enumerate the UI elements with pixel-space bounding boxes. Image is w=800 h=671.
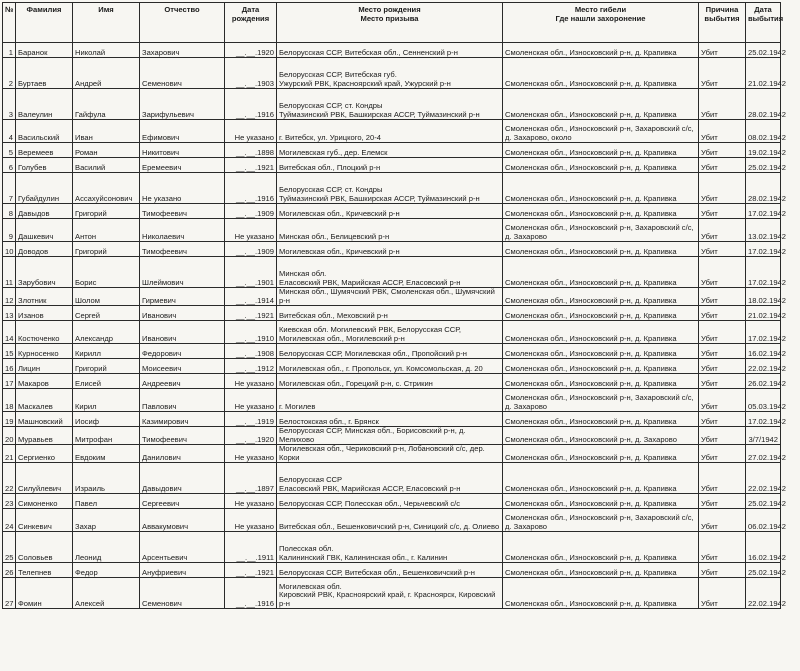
cell-death-place: Смоленская обл., Износковский р-н, д. Захарово <box>503 427 699 445</box>
cell-num: 9 <box>3 219 16 242</box>
cell-name: Григорий <box>73 204 140 219</box>
cell-place: Белорусская ССР, Витебская обл., Бешенковичский р-н <box>277 563 503 578</box>
cell-surname: Буртаев <box>16 58 73 89</box>
cell-date: 28.02.1942 <box>746 89 781 120</box>
header-date: Дата выбытия <box>746 3 781 43</box>
cell-birth: __.__.1921 <box>225 158 277 173</box>
cell-name: Кирил <box>73 389 140 412</box>
cell-num: 15 <box>3 344 16 359</box>
cell-birth: __.__.1897 <box>225 463 277 494</box>
cell-name: Павел <box>73 494 140 509</box>
table-row <box>3 306 781 321</box>
header-birth: Дата рождения <box>225 3 277 43</box>
table-row <box>3 321 781 344</box>
cell-patronymic: Ефимович <box>140 120 225 143</box>
cell-num: 3 <box>3 89 16 120</box>
cell-place: Могилевская обл., Кричевский р-н <box>277 242 503 257</box>
cell-place: Белорусская ССР, Витебская губ. Ужурский РВК, Красноярский край, Ужурский р-н <box>277 58 503 89</box>
cell-date: 17.02.1942 <box>746 242 781 257</box>
cell-patronymic: Еремеевич <box>140 158 225 173</box>
cell-place: Белорусская ССР, Минская обл., Борисовский р-н, д. Мелихово <box>277 427 503 445</box>
cell-birth: Не указано <box>225 494 277 509</box>
cell-death-place: Смоленская обл., Износковский р-н, д. Крапивка <box>503 173 699 204</box>
cell-num: 14 <box>3 321 16 344</box>
cell-num: 11 <box>3 257 16 288</box>
cell-patronymic: Павлович <box>140 389 225 412</box>
cell-birth: __.__.1919 <box>225 412 277 427</box>
cell-num: 19 <box>3 412 16 427</box>
cell-name: Борис <box>73 257 140 288</box>
table-row <box>3 89 781 120</box>
cell-place: Минская обл., Белицевский р-н <box>277 219 503 242</box>
cell-name: Ассахуйсонович <box>73 173 140 204</box>
cell-name: Григорий <box>73 359 140 374</box>
cell-date: 16.02.1942 <box>746 532 781 563</box>
cell-name: Захар <box>73 509 140 532</box>
cell-cause: Убит <box>699 219 746 242</box>
cell-patronymic: Федорович <box>140 344 225 359</box>
cell-death-place: Смоленская обл., Износковский р-н, д. Крапивка <box>503 143 699 158</box>
cell-name: Николай <box>73 43 140 58</box>
cell-patronymic: Шлеймович <box>140 257 225 288</box>
cell-place: Витебская обл., Меховский р-н <box>277 306 503 321</box>
cell-patronymic: Никитович <box>140 143 225 158</box>
table-row <box>3 58 781 89</box>
cell-birth: __.__.1911 <box>225 532 277 563</box>
cell-death-place: Смоленская обл., Износковский р-н, Захаровский с/с, д. Захарово <box>503 219 699 242</box>
cell-surname: Голубев <box>16 158 73 173</box>
cell-name: Федор <box>73 563 140 578</box>
cell-num: 16 <box>3 359 16 374</box>
cell-death-place: Смоленская обл., Износковский р-н, д. Крапивка <box>503 445 699 463</box>
cell-patronymic: Казимирович <box>140 412 225 427</box>
cell-patronymic: Аввакумович <box>140 509 225 532</box>
cell-name: Евдоким <box>73 445 140 463</box>
cell-date: 17.02.1942 <box>746 412 781 427</box>
cell-birth: Не указано <box>225 509 277 532</box>
cell-place: Белорусская ССР, Витебская обл., Сенненский р-н <box>277 43 503 58</box>
cell-death-place: Смоленская обл., Износковский р-н, д. Крапивка <box>503 288 699 306</box>
cell-date: 17.02.1942 <box>746 204 781 219</box>
cell-place: Полесская обл. Калининский ГВК, Калининская обл., г. Калинин <box>277 532 503 563</box>
cell-name: Григорий <box>73 242 140 257</box>
cell-cause: Убит <box>699 242 746 257</box>
cell-patronymic: Зарифульевич <box>140 89 225 120</box>
cell-num: 4 <box>3 120 16 143</box>
cell-num: 22 <box>3 463 16 494</box>
cell-death-place: Смоленская обл., Износковский р-н, д. Крапивка <box>503 532 699 563</box>
cell-surname: Муравьев <box>16 427 73 445</box>
cell-death-place: Смоленская обл., Износковский р-н, д. Крапивка <box>503 204 699 219</box>
cell-cause: Убит <box>699 445 746 463</box>
cell-place: Могилевская обл., Чериковский р-н, Лобановский с/с, дер. Корки <box>277 445 503 463</box>
cell-patronymic: Андреевич <box>140 374 225 389</box>
cell-date: 19.02.1942 <box>746 143 781 158</box>
cell-patronymic: Не указано <box>140 173 225 204</box>
cell-surname: Машновский <box>16 412 73 427</box>
table-row <box>3 563 781 578</box>
cell-cause: Убит <box>699 463 746 494</box>
cell-birth: __.__.1909 <box>225 204 277 219</box>
cell-place: Белорусская ССР, Могилевская обл., Пропойский р-н <box>277 344 503 359</box>
cell-num: 25 <box>3 532 16 563</box>
cell-cause: Убит <box>699 288 746 306</box>
cell-surname: Губайдулин <box>16 173 73 204</box>
table-row <box>3 288 781 306</box>
cell-death-place: Смоленская обл., Износковский р-н, д. Крапивка <box>503 158 699 173</box>
cell-surname: Силуйлевич <box>16 463 73 494</box>
cell-birth: Не указано <box>225 445 277 463</box>
table-row <box>3 344 781 359</box>
cell-date: 3/7/1942 <box>746 427 781 445</box>
cell-birth: Не указано <box>225 374 277 389</box>
cell-birth: __.__.1920 <box>225 43 277 58</box>
cell-name: Алексей <box>73 578 140 609</box>
cell-cause: Убит <box>699 173 746 204</box>
cell-cause: Убит <box>699 389 746 412</box>
cell-place: Могилевская обл., г. Пропольск, ул. Комсомольская, д. 20 <box>277 359 503 374</box>
cell-surname: Веремеев <box>16 143 73 158</box>
casualty-table <box>2 2 787 609</box>
cell-death-place: Смоленская обл., Износковский р-н, д. Крапивка <box>503 344 699 359</box>
cell-name: Леонид <box>73 532 140 563</box>
cell-date: 25.02.1942 <box>746 494 781 509</box>
cell-num: 10 <box>3 242 16 257</box>
table-row <box>3 219 781 242</box>
cell-cause: Убит <box>699 563 746 578</box>
cell-name: Роман <box>73 143 140 158</box>
table-row <box>3 120 781 143</box>
header-death-place: Место гибели Где нашли захоронение <box>503 3 699 43</box>
cell-date: 21.02.1942 <box>746 306 781 321</box>
cell-place: г. Могилев <box>277 389 503 412</box>
cell-patronymic: Николаевич <box>140 219 225 242</box>
cell-place: Минская обл., Шумячский РВК, Смоленская обл., Шумячский р-н <box>277 288 503 306</box>
cell-date: 25.02.1942 <box>746 563 781 578</box>
cell-num: 24 <box>3 509 16 532</box>
cell-place: Белорусская ССР, Полесская обл., Черьчевский с/с <box>277 494 503 509</box>
cell-death-place: Смоленская обл., Износковский р-н, д. Крапивка <box>503 412 699 427</box>
table-body <box>3 43 787 609</box>
cell-death-place: Смоленская обл., Износковский р-н, д. Крапивка <box>503 578 699 609</box>
cell-surname: Синкевич <box>16 509 73 532</box>
cell-patronymic: Семенович <box>140 58 225 89</box>
cell-place: Витебская обл., Бешенковичский р-н, Синицкий с/с, д. Олиево <box>277 509 503 532</box>
cell-patronymic: Тимофеевич <box>140 242 225 257</box>
cell-name: Израиль <box>73 463 140 494</box>
table-row <box>3 257 781 288</box>
cell-cause: Убит <box>699 257 746 288</box>
cell-place: Киевская обл. Могилевский РВК, Белорусская ССР, Могилевская обл., Могилевский р-н <box>277 321 503 344</box>
cell-death-place: Смоленская обл., Износковский р-н, Захаровский с/с, д. Захарово, около <box>503 120 699 143</box>
cell-cause: Убит <box>699 143 746 158</box>
cell-num: 26 <box>3 563 16 578</box>
cell-birth: __.__.1898 <box>225 143 277 158</box>
cell-patronymic: Сергеевич <box>140 494 225 509</box>
cell-num: 18 <box>3 389 16 412</box>
cell-cause: Убит <box>699 359 746 374</box>
cell-death-place: Смоленская обл., Износковский р-н, д. Крапивка <box>503 359 699 374</box>
cell-name: Иван <box>73 120 140 143</box>
cell-death-place: Смоленская обл., Износковский р-н, д. Крапивка <box>503 374 699 389</box>
cell-patronymic: Ануфриевич <box>140 563 225 578</box>
cell-death-place: Смоленская обл., Износковский р-н, д. Крапивка <box>503 563 699 578</box>
cell-surname: Зарубович <box>16 257 73 288</box>
header-cause: Причина выбытия <box>699 3 746 43</box>
cell-date: 28.02.1942 <box>746 173 781 204</box>
cell-cause: Убит <box>699 374 746 389</box>
cell-cause: Убит <box>699 158 746 173</box>
table-row <box>3 374 781 389</box>
cell-num: 12 <box>3 288 16 306</box>
cell-death-place: Смоленская обл., Износковский р-н, д. Крапивка <box>503 58 699 89</box>
header-num: № <box>3 3 16 43</box>
cell-cause: Убит <box>699 58 746 89</box>
cell-num: 23 <box>3 494 16 509</box>
cell-num: 5 <box>3 143 16 158</box>
cell-date: 17.02.1942 <box>746 257 781 288</box>
table-row <box>3 578 781 609</box>
cell-birth: __.__.1916 <box>225 89 277 120</box>
cell-place: Могилевская обл. Кировский РВК, Красноярский край, г. Красноярск, Кировский р-н <box>277 578 503 609</box>
cell-surname: Макаров <box>16 374 73 389</box>
cell-num: 20 <box>3 427 16 445</box>
cell-cause: Убит <box>699 412 746 427</box>
table-row <box>3 173 781 204</box>
cell-birth: Не указано <box>225 219 277 242</box>
cell-birth: __.__.1921 <box>225 563 277 578</box>
cell-death-place: Смоленская обл., Износковский р-н, д. Крапивка <box>503 43 699 58</box>
cell-place: Белостокская обл., г. Брянск <box>277 412 503 427</box>
cell-death-place: Смоленская обл., Износковский р-н, Захаровский с/с, д. Захарово <box>503 509 699 532</box>
cell-surname: Валеулин <box>16 89 73 120</box>
cell-date: 22.02.1942 <box>746 359 781 374</box>
cell-death-place: Смоленская обл., Износковский р-н, д. Крапивка <box>503 494 699 509</box>
cell-cause: Убит <box>699 344 746 359</box>
table-row <box>3 463 781 494</box>
cell-name: Василий <box>73 158 140 173</box>
table-row <box>3 389 781 412</box>
cell-cause: Убит <box>699 321 746 344</box>
cell-cause: Убит <box>699 578 746 609</box>
cell-surname: Телепнев <box>16 563 73 578</box>
cell-death-place: Смоленская обл., Износковский р-н, Захаровский с/с, д. Захарово <box>503 389 699 412</box>
header-row <box>3 3 781 43</box>
cell-date: 18.02.1942 <box>746 288 781 306</box>
cell-name: Александр <box>73 321 140 344</box>
cell-cause: Убит <box>699 204 746 219</box>
cell-place: г. Витебск, ул. Урицкого, 20-4 <box>277 120 503 143</box>
cell-birth: __.__.1910 <box>225 321 277 344</box>
header-place: Место рождения Место призыва <box>277 3 503 43</box>
cell-surname: Лицин <box>16 359 73 374</box>
cell-name: Иосиф <box>73 412 140 427</box>
cell-num: 7 <box>3 173 16 204</box>
cell-date: 08.02.1942 <box>746 120 781 143</box>
cell-num: 1 <box>3 43 16 58</box>
cell-date: 21.02.1942 <box>746 58 781 89</box>
cell-surname: Курносенко <box>16 344 73 359</box>
cell-surname: Сергиенко <box>16 445 73 463</box>
cell-num: 2 <box>3 58 16 89</box>
table-row <box>3 532 781 563</box>
cell-birth: __.__.1901 <box>225 257 277 288</box>
cell-date: 26.02.1942 <box>746 374 781 389</box>
cell-num: 8 <box>3 204 16 219</box>
cell-name: Антон <box>73 219 140 242</box>
cell-patronymic: Тимофеевич <box>140 204 225 219</box>
table-row <box>3 242 781 257</box>
cell-birth: __.__.1912 <box>225 359 277 374</box>
cell-date: 05.03.1942 <box>746 389 781 412</box>
cell-surname: Симоненко <box>16 494 73 509</box>
cell-date: 25.02.1942 <box>746 43 781 58</box>
cell-cause: Убит <box>699 306 746 321</box>
cell-place: Белорусская ССР, ст. Кондры Туймазинский РВК, Башкирская АССР, Туймазинский р-н <box>277 89 503 120</box>
cell-birth: __.__.1903 <box>225 58 277 89</box>
cell-patronymic: Данилович <box>140 445 225 463</box>
cell-cause: Убит <box>699 494 746 509</box>
cell-birth: Не указано <box>225 389 277 412</box>
cell-birth: __.__.1916 <box>225 578 277 609</box>
cell-place: Могилевская губ., дер. Елемск <box>277 143 503 158</box>
cell-surname: Злотник <box>16 288 73 306</box>
table-row <box>3 427 781 445</box>
cell-surname: Изанов <box>16 306 73 321</box>
cell-surname: Давыдов <box>16 204 73 219</box>
table-row <box>3 158 781 173</box>
cell-place: Белорусская ССР Еласовский РВК, Марийская АССР, Еласовский р-н <box>277 463 503 494</box>
cell-patronymic: Моисеевич <box>140 359 225 374</box>
cell-date: 22.02.1942 <box>746 578 781 609</box>
cell-cause: Убит <box>699 509 746 532</box>
cell-place: Минская обл. Еласовский РВК, Марийская АССР, Еласовский р-н <box>277 257 503 288</box>
cell-surname: Фомин <box>16 578 73 609</box>
cell-death-place: Смоленская обл., Износковский р-н, д. Крапивка <box>503 321 699 344</box>
cell-birth: __.__.1920 <box>225 427 277 445</box>
cell-patronymic: Семенович <box>140 578 225 609</box>
cell-surname: Дашкевич <box>16 219 73 242</box>
cell-surname: Соловьев <box>16 532 73 563</box>
cell-date: 27.02.1942 <box>746 445 781 463</box>
cell-death-place: Смоленская обл., Износковский р-н, д. Крапивка <box>503 242 699 257</box>
table-row <box>3 445 781 463</box>
table-row <box>3 204 781 219</box>
cell-patronymic: Давыдович <box>140 463 225 494</box>
cell-surname: Баранок <box>16 43 73 58</box>
cell-num: 6 <box>3 158 16 173</box>
header-patronymic: Отчество <box>140 3 225 43</box>
cell-birth: Не указано <box>225 120 277 143</box>
cell-name: Сергей <box>73 306 140 321</box>
cell-place: Могилевская обл., Кричевский р-н <box>277 204 503 219</box>
cell-surname: Костюченко <box>16 321 73 344</box>
header-surname: Фамилия <box>16 3 73 43</box>
cell-surname: Васильский <box>16 120 73 143</box>
table-row <box>3 43 781 58</box>
cell-name: Андрей <box>73 58 140 89</box>
cell-date: 17.02.1942 <box>746 321 781 344</box>
cell-death-place: Смоленская обл., Износковский р-н, д. Крапивка <box>503 463 699 494</box>
cell-name: Елисей <box>73 374 140 389</box>
cell-place: Белорусская ССР, ст. Кондры Туймазинский РВК, Башкирская АССР, Туймазинский р-н <box>277 173 503 204</box>
cell-patronymic: Иванович <box>140 321 225 344</box>
cell-name: Кирилл <box>73 344 140 359</box>
cell-cause: Убит <box>699 427 746 445</box>
cell-name: Шолом <box>73 288 140 306</box>
cell-date: 06.02.1942 <box>746 509 781 532</box>
cell-num: 17 <box>3 374 16 389</box>
cell-cause: Убит <box>699 532 746 563</box>
cell-patronymic: Захарович <box>140 43 225 58</box>
cell-patronymic: Арсентьевич <box>140 532 225 563</box>
cell-death-place: Смоленская обл., Износковский р-н, д. Крапивка <box>503 89 699 120</box>
cell-birth: __.__.1908 <box>225 344 277 359</box>
cell-patronymic: Гирмевич <box>140 288 225 306</box>
cell-name: Митрофан <box>73 427 140 445</box>
table-row <box>3 143 781 158</box>
cell-birth: __.__.1914 <box>225 288 277 306</box>
cell-birth: __.__.1909 <box>225 242 277 257</box>
cell-name: Гайфула <box>73 89 140 120</box>
table-row <box>3 509 781 532</box>
cell-num: 13 <box>3 306 16 321</box>
table-row <box>3 412 781 427</box>
cell-birth: __.__.1916 <box>225 173 277 204</box>
cell-num: 27 <box>3 578 16 609</box>
cell-place: Витебская обл., Плоцкий р-н <box>277 158 503 173</box>
cell-place: Могилевская обл., Горецкий р-н, с. Стрикин <box>277 374 503 389</box>
header-name: Имя <box>73 3 140 43</box>
cell-cause: Убит <box>699 120 746 143</box>
table-row <box>3 359 781 374</box>
cell-date: 16.02.1942 <box>746 344 781 359</box>
cell-patronymic: Иванович <box>140 306 225 321</box>
cell-death-place: Смоленская обл., Износковский р-н, д. Крапивка <box>503 257 699 288</box>
cell-num: 21 <box>3 445 16 463</box>
cell-birth: __.__.1921 <box>225 306 277 321</box>
cell-cause: Убит <box>699 89 746 120</box>
cell-death-place: Смоленская обл., Износковский р-н, д. Крапивка <box>503 306 699 321</box>
cell-surname: Доводов <box>16 242 73 257</box>
cell-date: 25.02.1942 <box>746 158 781 173</box>
cell-patronymic: Тимофеевич <box>140 427 225 445</box>
table-row <box>3 494 781 509</box>
cell-surname: Маскалев <box>16 389 73 412</box>
cell-date: 13.02.1942 <box>746 219 781 242</box>
cell-date: 22.02.1942 <box>746 463 781 494</box>
cell-cause: Убит <box>699 43 746 58</box>
